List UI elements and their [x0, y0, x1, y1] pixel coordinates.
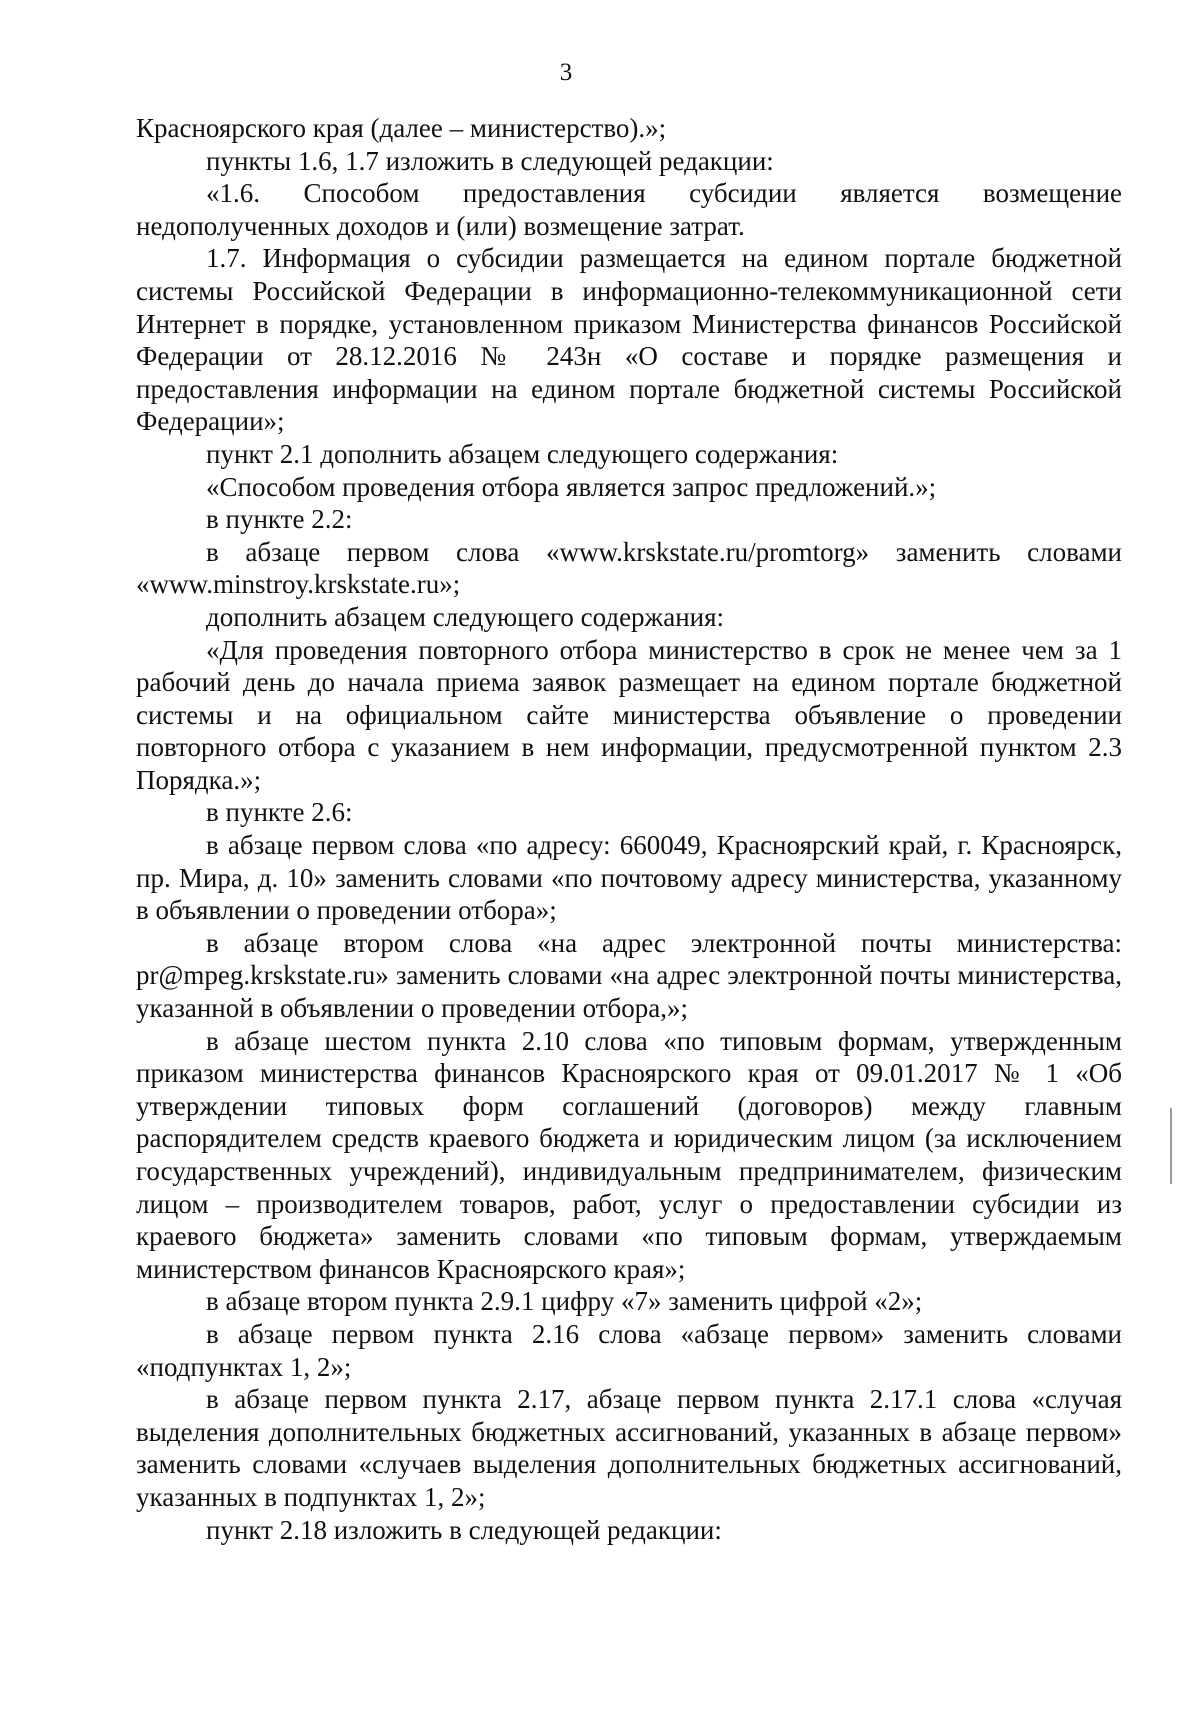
- paragraph: в абзаце первом слова «по адресу: 660049, Красноярский край, г. Красноярск, пр. Мира, д. 10» заменить словами «по почтовому адресу министерства, указанному в объявлении о проведении отбора»;: [136, 830, 1122, 926]
- scan-margin-mark: [1170, 1108, 1172, 1184]
- paragraph: в абзаце втором слова «на адрес электронной почты министерства: pr@mpeg.krskstate.ru» заменить словами «на адрес электронной почты министерства, указанной в объявлении о проведении отбора,»;: [136, 927, 1122, 1024]
- paragraph: «Способом проведения отбора является запрос предложений.»;: [206, 471, 937, 502]
- paragraph: в абзаце шестом пункта 2.10 слова «по типовым формам, утвержденным приказом министерства финансов Красноярского края от 09.01.2017 № 1 «Об утверждении типовых форм соглашений (договоров) между главным распорядителем средств краевого бюджета и юридическим лицом (за исключением государственных учреждений), индивидуальным предпринимателем, физическим лицом – производителем товаров, работ, услуг о предоставлении субсидии из краевого бюджета» заменить словами «по типовым формам, утверждаемым министерством финансов Красноярского края»;: [136, 1025, 1122, 1284]
- page-number: 3: [559, 59, 573, 86]
- paragraph: в пункте 2.6:: [206, 797, 353, 828]
- paragraph: пункт 2.1 дополнить абзацем следующего содержания:: [206, 438, 839, 469]
- paragraph: в абзаце втором пункта 2.9.1 цифру «7» заменить цифрой «2»;: [206, 1286, 923, 1317]
- paragraph: 1.7. Информация о субсидии размещается на едином портале бюджетной системы Российской Федерации в информационно-телекоммуникационной сети Интернет в порядке, установленном приказом Министерства финансов Российской Федерации от 28.12.2016 № 243н «О составе и порядке размещения и предоставления информации на едином портале бюджетной системы Российской Федерации»;: [136, 243, 1122, 437]
- paragraph: в абзаце первом слова «www.krskstate.ru/promtorg» заменить словами «www.minstroy.krskstate.ru»;: [136, 536, 1122, 600]
- paragraph: пункты 1.6, 1.7 изложить в следующей редакции:: [206, 145, 774, 176]
- paragraph: Красноярского края (далее – министерство).»;: [136, 113, 667, 143]
- paragraph: «1.6. Способом предоставления субсидии является возмещение недополученных доходов и (или) возмещение затрат.: [136, 178, 1122, 241]
- paragraph: в абзаце первом пункта 2.17, абзаце первом пункта 2.17.1 слова «случая выделения дополнительных бюджетных ассигнований, указанных в абзаце первом» заменить словами «случаев выделения дополнительных бюджетных ассигнований, указанных в подпунктах 1, 2»;: [136, 1384, 1122, 1512]
- paragraph: дополнить абзацем следующего содержания:: [206, 601, 725, 632]
- paragraph: в пункте 2.2:: [206, 504, 353, 535]
- paragraph: в абзаце первом пункта 2.16 слова «абзаце первом» заменить словами «подпунктах 1, 2»;: [136, 1318, 1122, 1382]
- document-body: [136, 112, 1122, 1546]
- paragraph: «Для проведения повторного отбора министерство в срок не менее чем за 1 рабочий день до начала приема заявок размещает на едином портале бюджетной системы и на официальном сайте министерства объявление о проведении повторного отбора с указанием в нем информации, предусмотренной пунктом 2.3 Порядка.»;: [136, 634, 1122, 795]
- paragraph: пункт 2.18 изложить в следующей редакции:: [206, 1514, 722, 1545]
